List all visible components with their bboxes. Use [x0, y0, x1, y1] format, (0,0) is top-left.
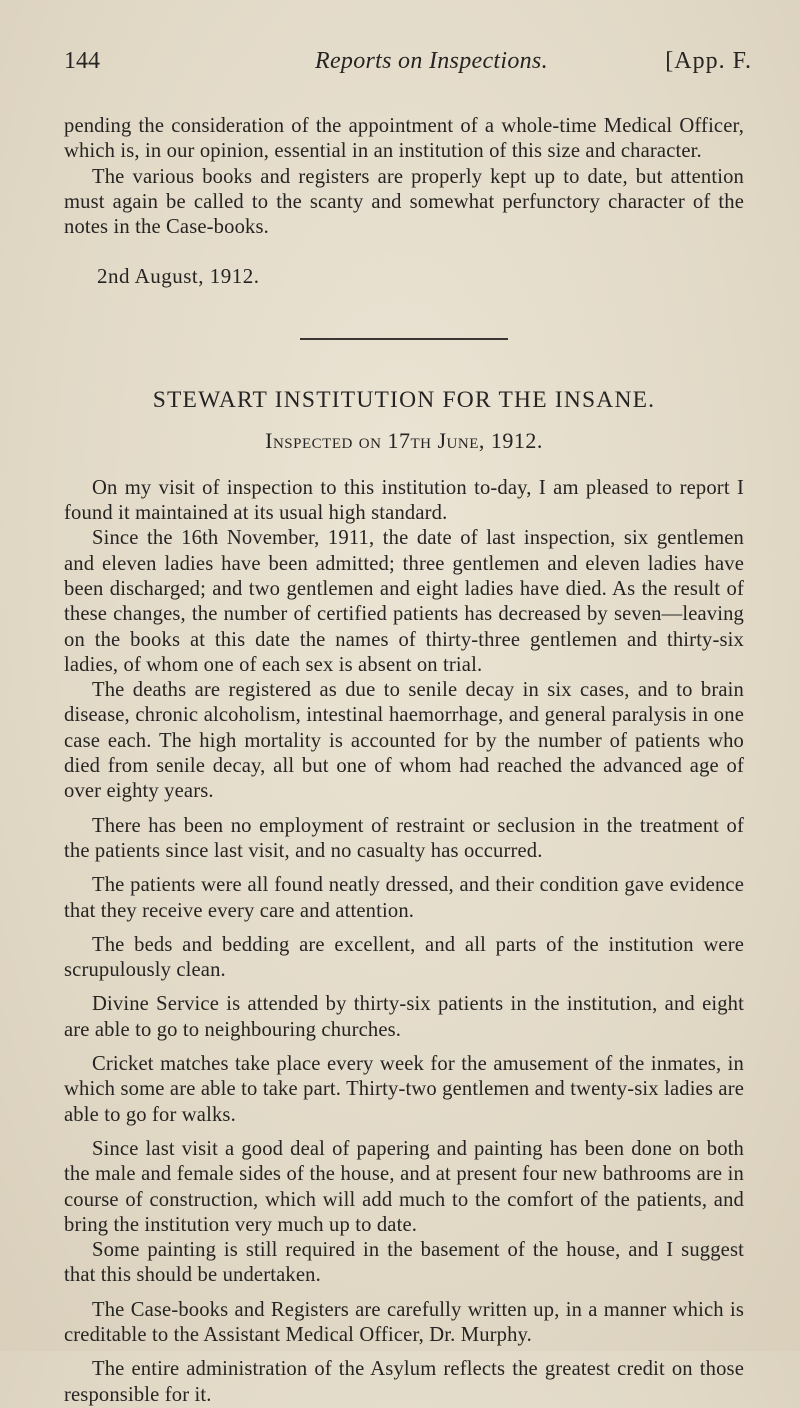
running-title: Reports on Inspections.	[315, 48, 548, 74]
appendix-label: [App. F.	[665, 48, 752, 74]
previous-report-continuation	[64, 114, 744, 290]
report-body	[64, 476, 744, 1408]
paragraph: Since the 16th November, 1911, the date of last inspection, six gentlemen and eleven ladies have been admitted; three gentlemen and eleven ladies have been discharged; and two gentlemen and eight ladies have died. As the result of these changes, the number of certified patients has decreased by seven—leaving on the books at this date the names of thirty-three gentlemen and thirty-six ladies, of whom one of each sex is absent on trial.	[64, 527, 744, 676]
paragraph: The beds and bedding are excellent, and all parts of the institution were scrupulously clean.	[64, 933, 744, 982]
paragraph: The entire administration of the Asylum reflects the greatest credit on those responsible for it.	[64, 1358, 744, 1406]
paragraph: The patients were all found neatly dressed, and their condition gave evidence that they receive every care and attention.	[64, 874, 744, 922]
paragraph: Cricket matches take place every week for the amusement of the inmates, in which some are able to take part. Thirty-two gentlemen and twenty-six ladies are able to go for walks.	[64, 1053, 744, 1126]
running-header	[64, 34, 752, 74]
inspection-date: Inspected on 17th June, 1912.	[265, 427, 543, 453]
paragraph: The deaths are registered as due to senile decay in six cases, and to brain disease, chronic alcoholism, intestinal haemorrhage, and general paralysis in one case each. The high mortality is accounted for by the number of patients who died from senile decay, all but one of whom had reached the advanced age of over eighty years.	[64, 679, 744, 803]
paragraph: pending the consideration of the appointment of a whole-time Medical Officer, which is, in our opinion, essential in an institution of this size and character.	[64, 115, 744, 163]
document-page	[64, 34, 752, 1408]
paragraph: The various books and registers are properly kept up to date, but attention must again be called to the scanty and somewhat perfunctory character of the notes in the Case-books.	[64, 165, 744, 239]
report-title: STEWART INSTITUTION FOR THE INSANE.	[152, 386, 656, 413]
paragraph: Divine Service is attended by thirty-six patients in the institution, and eight are able to go to neighbouring churches.	[64, 993, 744, 1041]
paragraph: Some painting is still required in the basement of the house, and I suggest that this should be undertaken.	[64, 1239, 744, 1287]
paragraph: The Case-books and Registers are carefully written up, in a manner which is creditable to the Assistant Medical Officer, Dr. Murphy.	[64, 1298, 744, 1346]
paragraph: On my visit of inspection to this institution to-day, I am pleased to report I found it maintained at its usual high standard.	[64, 476, 744, 525]
paragraph: Since last visit a good deal of papering and painting has been done on both the male and female sides of the house, and at present four new bathrooms are in course of construction, which will add much to the comfort of the patients, and bring the institution very much up to date.	[64, 1137, 744, 1236]
section-divider	[300, 338, 508, 340]
page-number: 144	[64, 48, 100, 74]
report-date: 2nd August, 1912.	[97, 264, 260, 289]
paragraph: There has been no employment of restraint or seclusion in the treatment of the patients since last visit, and no casualty has occurred.	[64, 814, 744, 862]
